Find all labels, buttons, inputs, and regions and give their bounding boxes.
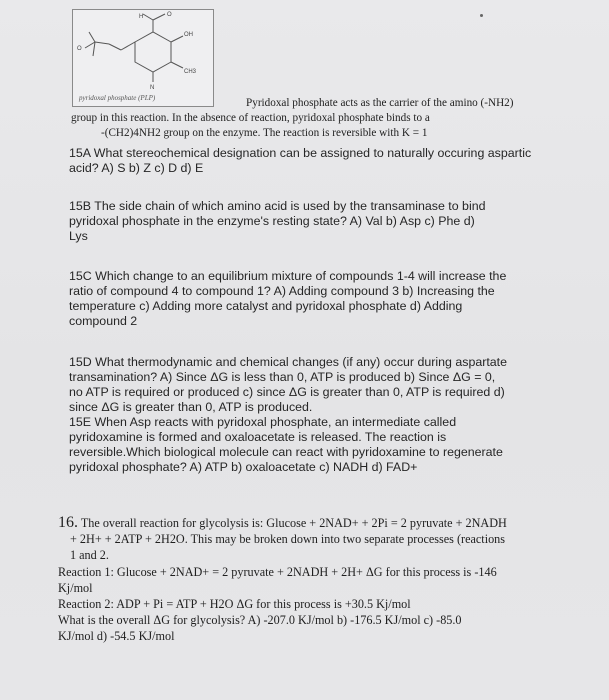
question-line: 15C Which change to an equilibrium mixture of compounds 1-4 will increase the [69, 269, 507, 283]
ring-nitrogen-label: N [150, 85, 155, 91]
question-line: The overall reaction for glycolysis is: Glucose + 2NAD+ + 2Pi = 2 pyruvate + 2NADH [80, 516, 507, 530]
question-line: ratio of compound 4 to compound 1? A) Adding compound 3 b) Increasing the [69, 284, 495, 298]
question-line: + 2H+ + 2ATP + 2H2O. This may be broken down into two separate processes (reactions [70, 532, 506, 547]
question-line: since ΔG is greater than 0, ATP is produced. [69, 400, 313, 414]
question-line: no ATP is required or produced c) since ΔG is greater than 0, ATP is required d) [69, 385, 505, 399]
question-number: 16. [58, 514, 78, 531]
intro-line: -(CH2)4NH2 group on the enzyme. The reaction is reversible with K = 1 [101, 127, 428, 139]
question-line: 15A What stereochemical designation can be assigned to naturally occuring aspartic [69, 146, 532, 160]
structure-caption: pyridoxal phosphate (PLP) [79, 94, 156, 102]
question-line: 15B The side chain of which amino acid is used by the transaminase to bind [69, 199, 486, 213]
question-line: 15E When Asp reacts with pyridoxal phosphate, an intermediate called [69, 415, 457, 429]
aldehyde-h-label: H [139, 14, 144, 20]
aldehyde-o-label: O [167, 12, 172, 18]
question-line: pyridoxamine is formed and oxaloacetate is released. The reaction is [69, 430, 447, 444]
question-line: 1 and 2. [70, 548, 109, 563]
methyl-label: CH3 [184, 69, 197, 75]
intro-paragraph [71, 96, 601, 141]
question-15c [69, 269, 569, 329]
question-15b [69, 199, 569, 244]
questions-15d-15e [69, 355, 569, 475]
question-line: reversible.Which biological molecule can react with pyridoxamine to regenerate [69, 445, 503, 459]
stray-mark [480, 14, 483, 17]
question-line: 15D What thermodynamic and chemical changes (if any) occur during aspartate [69, 355, 508, 369]
question-line: acid? A) S b) Z c) D d) E [69, 161, 204, 175]
question-line: pyridoxal phosphate in the enzyme's resting state? A) Val b) Asp c) Phe d) [69, 214, 475, 228]
question-line: compound 2 [69, 314, 138, 328]
question-16 [58, 515, 598, 645]
question-line: Reaction 1: Glucose + 2NAD+ = 2 pyruvate + 2NADH + 2H+ ΔG for this process is -146 [58, 564, 497, 579]
plp-structure-figure [72, 9, 214, 107]
hydroxyl-label: OH [184, 32, 193, 38]
phosphate-label: O [77, 46, 82, 52]
question-line: Reaction 2: ADP + Pi = ATP + H2O ΔG for this process is +30.5 Kj/mol [58, 597, 411, 612]
question-line: What is the overall ΔG for glycolysis? A) -207.0 KJ/mol b) -176.5 KJ/mol c) -85.0 [58, 613, 462, 628]
question-line: Lys [69, 229, 88, 243]
question-line: Kj/mol [58, 580, 93, 595]
question-line: KJ/mol d) -54.5 KJ/mol [58, 629, 175, 644]
question-line: temperature c) Adding more catalyst and pyridoxal phosphate d) Adding [69, 299, 463, 313]
intro-line: group in this reaction. In the absence of reaction, pyridoxal phosphate binds to a [71, 112, 430, 124]
intro-line: Pyridoxal phosphate acts as the carrier of the amino (-NH2) [246, 97, 514, 109]
question-line: pyridoxal phosphate? A) ATP b) oxaloacetate c) NADH d) FAD+ [69, 460, 418, 474]
question-15a [69, 146, 569, 176]
plp-structure-drawing [73, 10, 213, 106]
question-line: transamination? A) Since ΔG is less than 0, ATP is produced b) Since ΔG = 0, [69, 370, 496, 384]
